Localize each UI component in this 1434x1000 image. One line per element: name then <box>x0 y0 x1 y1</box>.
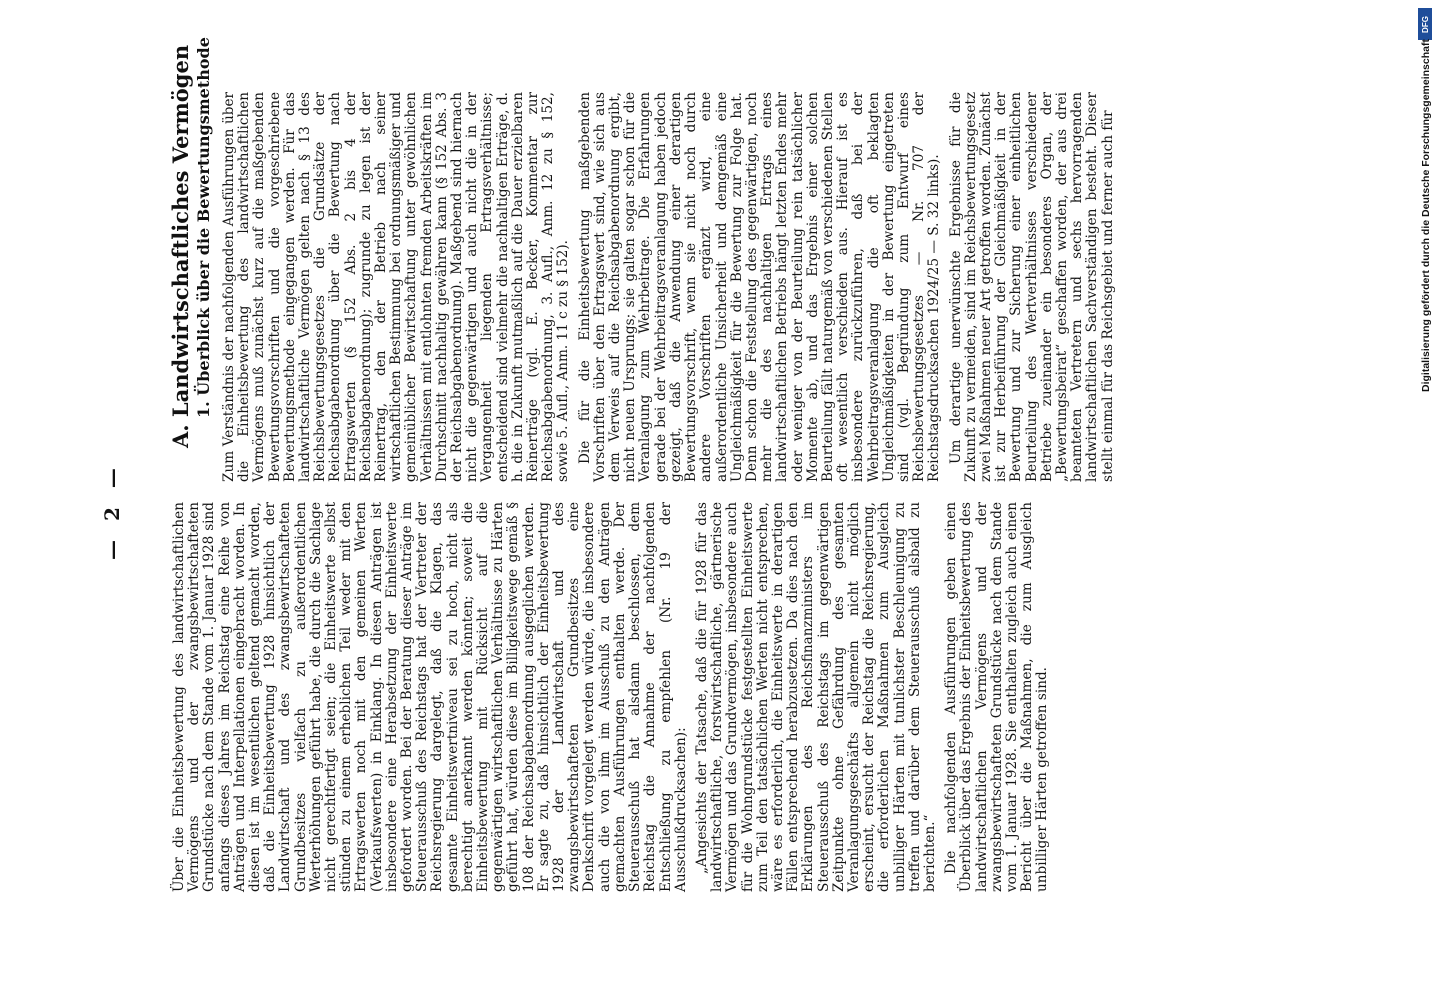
quote-paragraph: „Angesichts der Tatsache, daß die für 1928 für das landwirtschaftliche, forstwirtschaftliche, gärtnerische Vermögen und das Grundvermögen, insbesondere auch für die Wohngrundstücke festgestellten Einheitswerte zum Teil den tatsächlichen Werten nicht entsprechen, wäre es erforderlich, die Einheitswerte in derartigen Fällen entsprechend herabzusetzen. Da dies nach den Erklärungen des Reichsfinanzministers im Steuerausschuß des Reichstags im gegenwärtigen Zeitpunkte ohne Gefährdung des gesamten Veranlagungsgeschäfts allgemein nicht möglich erscheint, ersucht der Reichstag die Reichsregierung, die erforderlichen Maßnahmen zum Ausgleich unbilliger Härten mit tunlichster Beschleunigung zu treffen und darüber dem Steuerausschuß alsbald zu berichten.“ <box>693 502 938 892</box>
section-heading: A. Landwirtschaftliches Vermögen <box>168 44 193 448</box>
paragraph: Um derartige unerwünschte Ergebnisse für die Zukunft zu vermeiden, sind im Reichsbewertungsgesetz zwei Maßnahmen neuer Art getroffen worden. Zunächst ist zur Herbeiführung der Gleichmäßigkeit in der Bewertung und zur Sicherung einer einheitlichen Beurteilung des Wertverhältnisses verschiedener Betriebe zueinander ein besonderes Organ, der „Bewertungsbeirat“ geschaffen worden, der aus drei beamteten Vertretern und sechs hervorragenden landwirtschaftlichen Sachverständigen besteht. Dieser stellt einmal für das Reichsgebiet und ferner auch für <box>947 92 1116 482</box>
paragraph: Über die Einheitsbewertung des landwirtschaftlichen Vermögens und der zwangsbewirtschafteten Grundstücke nach dem Stande vom 1. Januar 1928 sind anfangs dieses Jahres im Reichstag eine Reihe von Anträgen und Interpellationen eingebracht worden. In diesen ist im wesentlichen geltend gemacht worden, daß die Einheitsbewertung 1928 hinsichtlich der Landwirtschaft und des zwangsbewirtschafteten Grundbesitzes vielfach zu außerordentlichen Werterhöhungen geführt habe, die durch die Sachlage nicht gerechtfertigt seien; die Einheitswerte selbst stünden zu einem erheblichen Teil weder mit den Ertragswerten noch mit den gemeinen Werten (Verkaufswerten) in Einklang. In diesen Anträgen ist insbesondere eine Herabsetzung der Einheitswerte gefordert worden. Bei der Beratung dieser Anträge im Steuerausschuß des Reichstags hat der Vertreter der Reichsregierung dargelegt, daß die Klagen, das gesamte Einheitswertniveau sei zu hoch, nicht als berechtigt anerkannt werden könnten; soweit die Einheitsbewertung mit Rücksicht auf die gegenwärtigen wirtschaftlichen Verhältnisse zu Härten geführt hat, würden diese im Billigkeitswege gemäß § 108 der Reichsabgabenordnung ausgeglichen werden. Er sagte zu, daß hinsichtlich der Einheitsbewertung 1928 der Landwirtschaft und des zwangsbewirtschafteten Grundbesitzes eine Denkschrift vorgelegt werden würde, die insbesondere auch die von ihm im Ausschuß zu den Anträgen gemachten Ausführungen enthalten werde. Der Steuerausschuß hat alsdann beschlossen, dem Reichstag die Annahme der nachfolgenden Entschließung zu empfehlen (Nr. 19 der Ausschußdrucksachen): <box>171 502 689 892</box>
paragraph: Zum Verständnis der nachfolgenden Ausführungen über die Einheitsbewertung des landwirtschaftlichen Vermögens muß zunächst kurz auf die maßgebenden Bewertungsvorschriften und die vorgeschriebene Bewertungsmethode eingegangen werden. Für das landwirtschaftliche Vermögen gelten nach § 13 des Reichsbewertungsgesetzes die Grundsätze der Reichsabgabenordnung über die Bewertung nach Ertragswerten (§ 152 Abs. 2 bis 4 der Reichsabgabenordnung); zugrunde zu legen ist der Reinertrag, den der Betrieb nach seiner wirtschaftlichen Bestimmung bei ordnungsmäßiger und gemeinüblicher Bewirtschaftung unter gewöhnlichen Verhältnissen mit entlohnten fremden Arbeitskräften im Durchschnitt nachhaltig gewähren kann (§ 152 Abs. 3 der Reichsabgabenordnung). Maßgebend sind hiernach nicht die gegenwärtigen und auch nicht die in der Vergangenheit liegenden Ertragsverhältnisse; entscheidend sind vielmehr die nachhaltigen Erträge, d. h. die in Zukunft mutmaßlich auf die Dauer erzielbaren Reinerträge (vgl. E. Becker, Kommentar zur Reichsabgabenordnung, 3. Aufl., Anm. 12 zu § 152, sowie 5. Aufl., Anm. 11 c zu § 152). <box>221 92 572 482</box>
page-number: — 2 — <box>100 462 124 560</box>
right-text-column <box>222 92 1122 482</box>
dfg-logo: DFG <box>1418 8 1432 40</box>
paragraph: Die nachfolgenden Ausführungen geben einen Überblick über das Ergebnis der Einheitsbewertung des landwirtschaftlichen Vermögens und der zwangsbewirtschafteten Grundstücke nach dem Stande vom 1. Januar 1928. Sie enthalten zugleich auch einen Bericht über die Maßnahmen, die zum Ausgleich unbilliger Härten getroffen sind. <box>943 502 1051 892</box>
subsection-heading: 1. Überblick über die Bewertungsmethode <box>194 37 213 418</box>
left-text-column <box>172 502 1057 892</box>
paragraph: Die für die Einheitsbewertung maßgebenden Vorschriften über den Ertragswert sind, wie sich aus dem Verweis auf die Reichsabgabenordnung ergibt, nicht neuen Ursprungs; sie galten sogar schon für die Veranlagung zum Wehrbeitrage. Die Erfahrungen gerade bei der Wehrbeitragsveranlagung haben jedoch gezeigt, daß die Anwendung einer derartigen Bewertungsvorschrift, wenn sie nicht noch durch andere Vorschriften ergänzt wird, eine außerordentliche Unsicherheit und demgemäß eine Ungleichmäßigkeit für die Bewertung zur Folge hat. Denn schon die Feststellung des gegenwärtigen, noch mehr die des nachhaltigen Ertrags eines landwirtschaftlichen Betriebs hängt letzten Endes mehr oder weniger von der Beurteilung rein tatsächlicher Momente ab, und das Ergebnis einer solchen Beurteilung fällt naturgemäß von verschiedenen Stellen oft wesentlich verschieden aus. Hierauf ist es insbesondere zurückzuführen, daß bei der Wehrbeitragsveranlagung die oft beklagten Ungleichmäßigkeiten in der Bewertung eingetreten sind (vgl. Begründung zum Entwurf eines Reichsbewertungsgesetzes — Nr. 707 der Reichstagsdrucksachen 1924/25 — S. 32 links). <box>576 92 943 482</box>
digitization-credit: Digitalisierung gefördert durch die Deutsche Forschungsgemeinschaft <box>1420 39 1432 392</box>
